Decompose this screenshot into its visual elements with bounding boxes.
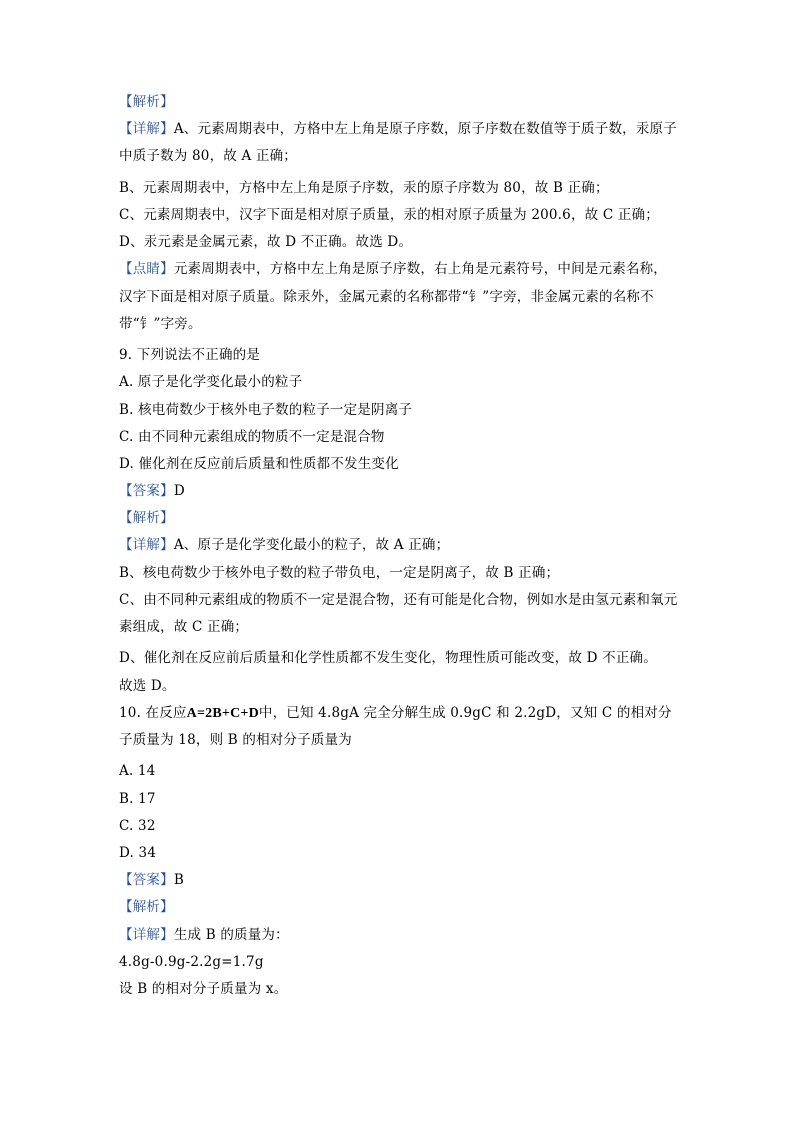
section-tag: 【详解】 — [119, 926, 174, 943]
calculation-text: 4.8g-0.9g-2.2g=1.7g — [119, 953, 264, 970]
question-10-stem — [119, 700, 679, 754]
body-text: 生成 B 的质量为： — [173, 926, 289, 943]
question-9-stem — [119, 346, 679, 365]
option-text: B. 核电荷数少于核外电子数的粒子一定是阴离子 — [119, 401, 413, 418]
option-text: C. 32 — [119, 817, 156, 834]
q9-conclusion — [119, 677, 679, 696]
body-text: 故选 D。 — [119, 677, 176, 694]
section-tag: 【解析】 — [119, 899, 174, 916]
body-text: B、元素周期表中，方格中左上角是原子序数，汞的原子序数为 80，故 B 正确； — [119, 179, 609, 196]
q10-let-statement — [119, 980, 679, 999]
body-text: 设 B 的相对分子质量为 x。 — [119, 980, 288, 997]
option-text: D. 催化剂在反应前后质量和性质都不发生变化 — [119, 455, 399, 472]
q9-detail-a — [119, 536, 679, 555]
body-text: D、汞元素是金属元素，故 D 不正确。故选 D。 — [119, 234, 413, 251]
question-text: 9. 下列说法不正确的是 — [119, 347, 261, 364]
body-text: C、由不同种元素组成的物质不一定是混合物，还有可能是化合物，例如水是由氢元素和氧元素组成，故 C 正确； — [119, 591, 678, 636]
detail-line-d — [119, 233, 679, 252]
option-text: A. 14 — [119, 763, 156, 780]
section-tag: 【解析】 — [119, 510, 174, 527]
reaction-equation: A=2B+C+D — [186, 705, 259, 721]
option-text: D. 34 — [119, 844, 157, 861]
body-text: C、元素周期表中，汉字下面是相对原子质量，汞的相对原子质量为 200.6，故 C 正确； — [119, 206, 659, 223]
body-text: 元素周期表中，方格中左上角是原子序数，右上角是元素符号，中间是元素名称，汉字下面是相对原子质量。除汞外，金属元素的名称都带“钅”字旁，非金属元素的名称不带“钅”字旁。 — [119, 261, 668, 332]
q10-calculation — [119, 953, 679, 972]
q10-answer — [119, 871, 679, 890]
detail-line-c — [119, 206, 679, 225]
option-text: C. 由不同种元素组成的物质不一定是混合物 — [119, 428, 385, 445]
section-tag: 【详解】 — [119, 537, 174, 554]
section-tag: 【点睛】 — [119, 261, 174, 278]
q10-option-c — [119, 817, 679, 836]
detail-line-a — [119, 116, 679, 170]
detail-line-b — [119, 179, 679, 198]
q9-detail-b — [119, 564, 679, 583]
q10-option-d — [119, 844, 679, 863]
section-tag: 【答案】 — [119, 483, 174, 500]
section-tag: 【答案】 — [119, 872, 174, 889]
option-text: B. 17 — [119, 790, 156, 807]
q10-option-b — [119, 790, 679, 809]
option-text: A. 原子是化学变化最小的粒子 — [119, 374, 303, 391]
section-tag: 【解析】 — [119, 94, 174, 110]
q9-answer — [119, 482, 679, 501]
q9-option-a — [119, 373, 679, 392]
q9-option-b — [119, 401, 679, 420]
q10-detail — [119, 926, 679, 945]
question-prefix: 10. 在反应 — [119, 704, 187, 721]
q9-option-c — [119, 428, 679, 447]
tip-paragraph — [119, 256, 679, 338]
analysis-heading-3 — [119, 898, 679, 917]
body-text: A、元素周期表中，方格中左上角是原子序数，原子序数在数值等于质子数，汞原子中质子数为 80，故 A 正确； — [119, 121, 677, 165]
body-text: D、催化剂在反应前后质量和化学性质都不发生变化，物理性质可能改变，故 D 不正确。 — [119, 650, 657, 667]
section-tag: 【详解】 — [119, 121, 174, 138]
q9-option-d — [119, 455, 679, 474]
analysis-heading-1 — [119, 93, 679, 112]
q10-option-a — [119, 762, 679, 781]
answer-text: D — [173, 483, 185, 500]
analysis-heading-2 — [119, 509, 679, 528]
body-text: B、核电荷数少于核外电子数的粒子带负电，一定是阴离子，故 B 正确； — [119, 564, 560, 581]
body-text: A、原子是化学变化最小的粒子，故 A 正确； — [173, 537, 450, 554]
answer-text: B — [173, 872, 184, 889]
q9-detail-c — [119, 587, 679, 641]
question-suffix: 中，已知 4.8gA 完全分解生成 0.9gC 和 2.2gD，又知 C 的相对分子质量为 18，则 B 的相对分子质量为 — [119, 704, 672, 748]
document-page — [119, 93, 679, 1007]
q9-detail-d — [119, 649, 679, 668]
